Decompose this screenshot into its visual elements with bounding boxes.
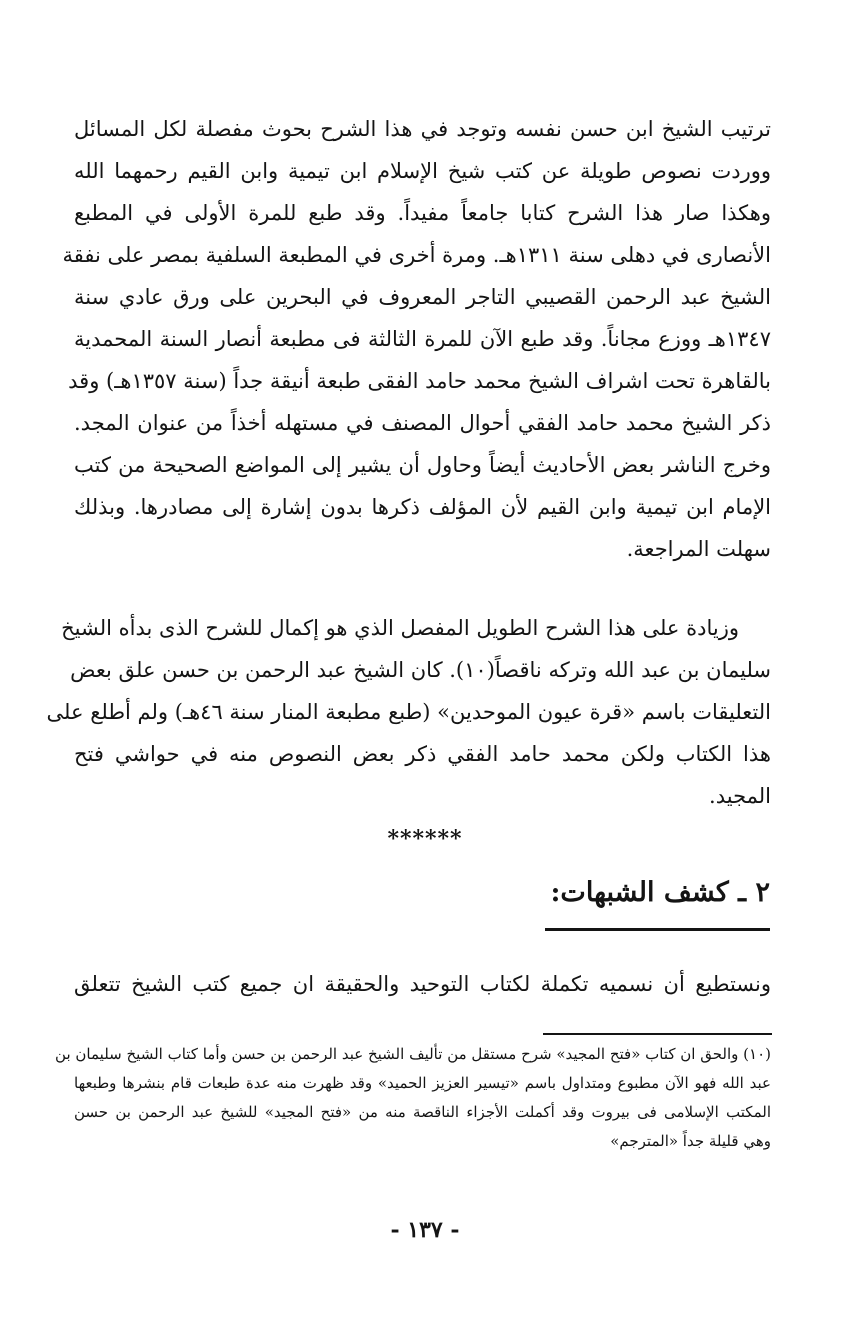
footnote-line: (١٠) والحق ان كتاب «فتح المجيد» شرح مستقل من تأليف الشيخ عبد الرحمن بن حسن وأما كتاب الشيخ سليمان بن [55,1045,771,1063]
heading-underline [545,928,770,931]
text-line: وهكذا صار هذا الشرح كتابا جامعاً مفيداً. وقد طبع للمرة الأولى في المطبع [74,201,771,225]
page-number: - ١٣٧ - [390,1217,460,1243]
text-line: الشيخ عبد الرحمن القصيبي التاجر المعروف في البحرين على ورق عادي سنة [74,285,771,309]
text-line: ووردت نصوص طويلة عن كتب شيخ الإسلام ابن تيمية وابن القيم رحمهما الله [74,159,771,183]
text-line: ذكر الشيخ محمد حامد الفقي أحوال المصنف في مستهله أخذاً من عنوان المجد. [74,411,771,435]
section-separator: ****** [387,826,463,852]
footnote-line: عبد الله فهو الآن مطبوع ومتداول باسم «تيسير العزيز الحميد» وقد ظهرت منه عدة طبعات قام بنشرها وطبعها [74,1074,771,1092]
text-line: ونستطيع أن نسميه تكملة لكتاب التوحيد والحقيقة ان جميع كتب الشيخ تتعلق [74,972,771,996]
text-line: الأنصارى في دهلى سنة ١٣١١هـ. ومرة أخرى في المطبعة السلفية بمصر على نفقة [62,243,771,267]
section-heading: ٢ ـ كشف الشبهات: [550,877,770,908]
text-line: سهلت المراجعة. [626,537,771,561]
footnote-10 [55,1040,771,1156]
text-line: الإمام ابن تيمية وابن القيم لأن المؤلف ذكرها بدون إشارة إلى مصادرها. وبذلك [74,495,771,519]
paragraph-qurrat-uyun [46,607,771,817]
text-line: المجيد. [709,784,771,808]
footnote-divider [543,1033,772,1035]
text-line: وزيادة على هذا الشرح الطويل المفصل الذي هو إكمال للشرح الذى بدأه الشيخ [61,616,739,640]
text-line: التعليقات باسم «قرة عيون الموحدين» (طبع مطبعة المنار سنة ٤٦هـ) ولم أطلع على [46,700,771,724]
text-line: ترتيب الشيخ ابن حسن نفسه وتوجد في هذا الشرح بحوث مفصلة لكل المسائل [74,117,771,141]
text-line: سليمان بن عبد الله وتركه ناقصاً(١٠). كان الشيخ عبد الرحمن بن حسن علق بعض [70,658,771,682]
text-line: وخرج الناشر بعض الأحاديث أيضاً وحاول أن يشير إلى المواضع الصحيحة من كتب [74,453,771,477]
text-line: هذا الكتاب ولكن محمد حامد الفقي ذكر بعض النصوص منه في حواشي فتح [74,742,771,766]
paragraph-kashf-al-shubuhat [74,963,771,1005]
text-line: بالقاهرة تحت اشراف الشيخ محمد حامد الفقى طبعة أنيقة جداً (سنة ١٣٥٧هـ) وقد [68,369,771,393]
footnote-line: وهي قليلة جداً «المترجم» [610,1132,771,1150]
text-line: ١٣٤٧هـ ووزع مجاناً. وقد طبع الآن للمرة الثالثة فى مطبعة أنصار السنة المحمدية [74,327,771,351]
paragraph-fath-al-majid-description [62,108,771,570]
footnote-line: المكتب الإسلامى فى بيروت وقد أكملت الأجزاء الناقصة منه من «فتح المجيد» للشيخ عبد الرحمن بن حسن [74,1103,771,1121]
